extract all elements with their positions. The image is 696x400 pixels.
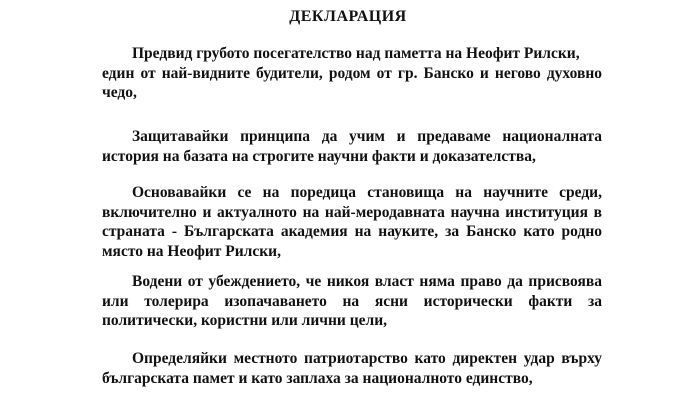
paragraph-3 [102,183,602,261]
paragraph-line: Основавайки се на поредица становища на научните среди, [132,184,602,201]
paragraph-4 [102,272,602,331]
document-title: ДЕКЛАРАЦИЯ [289,8,407,25]
paragraph-line: страната - Българската академия на науките, за Банско като родно [102,223,602,240]
paragraph-line: Защитавайки принципа да учим и предаваме националната [132,128,602,145]
paragraph-2 [102,127,602,166]
paragraph-line: или толерира изопачаването на ясни исторически факти за [102,292,602,310]
paragraph-line: политически, користни или лични цели, [102,312,388,329]
paragraph-line: Определяйки местното патриотарство като директен удар върху [132,350,602,367]
paragraph-line: Предвид грубото посегателство над паметта на Неофит Рилски, [132,45,580,62]
paragraph-line: един от най-видните будители, родом от гр. Банско и негово духовно [102,64,602,82]
paragraph-line: българската памет и като заплаха за националното единство, [102,369,533,387]
paragraph-line: Водени от убеждението, че никоя власт няма право да присвоява [132,273,602,290]
paragraph-line: чедо, [102,84,137,101]
paragraph-line: място на Неофит Рилски, [102,242,281,260]
paragraph-5 [102,349,602,388]
paragraph-line: история на базата на строгите научни факти и доказателства, [102,147,536,165]
paragraph-1 [102,44,602,103]
paragraph-line: включително и актуалното на най-меродавната научна институция в [102,203,602,221]
